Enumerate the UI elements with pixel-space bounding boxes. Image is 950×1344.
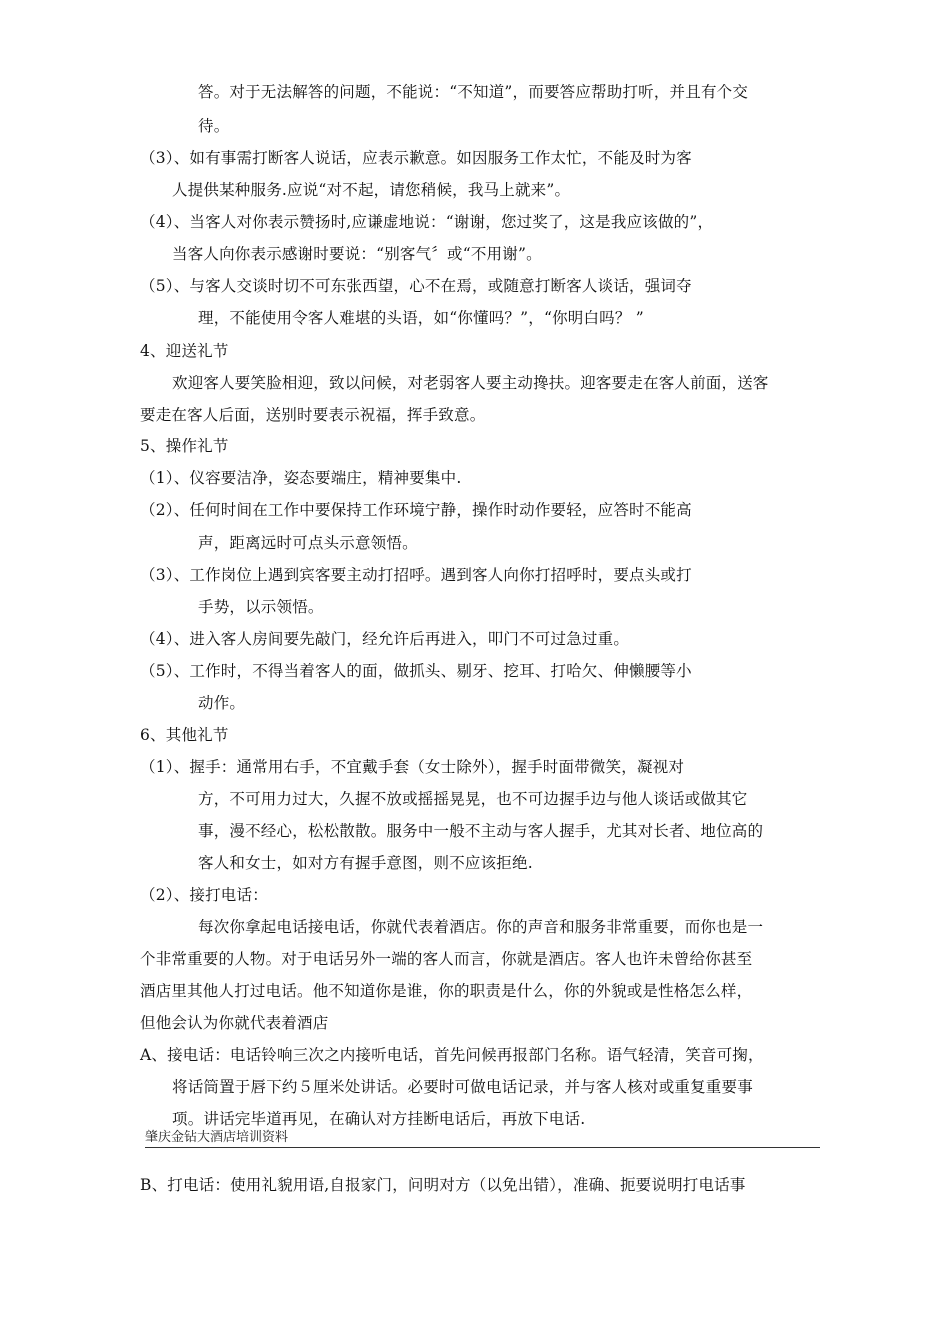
text-line: 待。: [198, 117, 230, 135]
section-heading: 6、其他礼节: [140, 726, 229, 744]
text-line: 答。对于无法解答的问题，不能说：“不知道”，而要答应帮助打听，并且有个交: [198, 83, 749, 101]
text-line: （3）、如有事需打断客人说话，应表示歉意。如因服务工作太忙，不能及时为客: [140, 149, 692, 167]
text-line: （2）、任何时间在工作中要保持工作环境宁静，操作时动作要轻，应答时不能高: [140, 501, 692, 519]
text-line: 欢迎客人要笑脸相迎，致以问候，对老弱客人要主动搀扶。迎客要走在客人前面，送客: [172, 374, 769, 392]
footer-divider: [145, 1147, 820, 1148]
text-line: （4）、当客人对你表示赞扬时,应谦虚地说：“谢谢，您过奖了，这是我应该做的”，: [140, 213, 714, 231]
section-heading: 4、迎送礼节: [140, 342, 229, 360]
text-line: （5）、与客人交谈时切不可东张西望，心不在焉，或随意打断客人谈话，强词夺: [140, 277, 692, 295]
text-line: 事，漫不经心，松松散散。服务中一般不主动与客人握手，尤其对长者、地位高的: [198, 822, 764, 840]
text-line: （1）、握手：通常用右手，不宜戴手套（女士除外），握手时面带微笑，凝视对: [140, 758, 685, 776]
text-line: 手势，以示领悟。: [198, 598, 324, 616]
text-line: B、打电话：使用礼貌用语,自报家门，问明对方（以免出错），准确、扼要说明打电话事: [140, 1176, 746, 1194]
text-line: 人提供某种服务.应说“对不起，请您稍候，我马上就来”。: [172, 181, 571, 199]
text-line: 每次你拿起电话接电话，你就代表着酒店。你的声音和服务非常重要，而你也是一: [198, 918, 764, 936]
section-heading: 5、操作礼节: [140, 437, 229, 455]
text-line: 将话筒置于唇下约５厘米处讲话。必要时可做电话记录，并与客人核对或重复重要事: [172, 1078, 753, 1096]
text-line: 项。讲话完毕道再见，在确认对方挂断电话后，再放下电话.: [172, 1110, 586, 1128]
text-line: （2）、接打电话：: [140, 886, 268, 904]
text-line: 方，不可用力过大，久握不放或摇摇晃晃，也不可边握手边与他人谈话或做其它: [198, 790, 748, 808]
text-line: 动作。: [198, 694, 246, 712]
text-line: 当客人向你表示感谢时要说：“别客气〞或“不用谢”。: [172, 245, 542, 263]
text-line: （4）、进入客人房间要先敲门，经允许后再进入，叩门不可过急过重。: [140, 630, 630, 648]
text-line: A、接电话：电话铃响三次之内接听电话，首先问候再报部门名称。语气轻清，笑音可掬，: [140, 1046, 764, 1064]
page-footer: 肇庆金钻大酒店培训资料: [145, 1130, 289, 1145]
text-line: （5）、工作时，不得当着客人的面，做抓头、剔牙、挖耳、打哈欠、伸懒腰等小: [140, 662, 692, 680]
text-line: 要走在客人后面，送别时要表示祝福，挥手致意。: [140, 406, 486, 424]
text-line: 但他会认为你就代表着酒店: [140, 1014, 329, 1032]
text-line: （3）、工作岗位上遇到宾客要主动打招呼。遇到客人向你打招呼时，要点头或打: [140, 566, 692, 584]
text-line: 个非常重要的人物。对于电话另外一端的客人而言，你就是酒店。客人也许未曾给你甚至: [140, 950, 753, 968]
text-line: （1）、仪容要洁净，姿态要端庄，精神要集中.: [140, 469, 462, 487]
text-line: 客人和女士，如对方有握手意图，则不应该拒绝.: [198, 854, 533, 872]
text-line: 理，不能使用令客人难堪的头语，如“你懂吗？”，“你明白吗？ ”: [198, 309, 644, 327]
text-line: 酒店里其他人打过电话。他不知道你是谁，你的职责是什么，你的外貌或是性格怎么样，: [140, 982, 753, 1000]
text-line: 声，距离远时可点头示意领悟。: [198, 534, 418, 552]
